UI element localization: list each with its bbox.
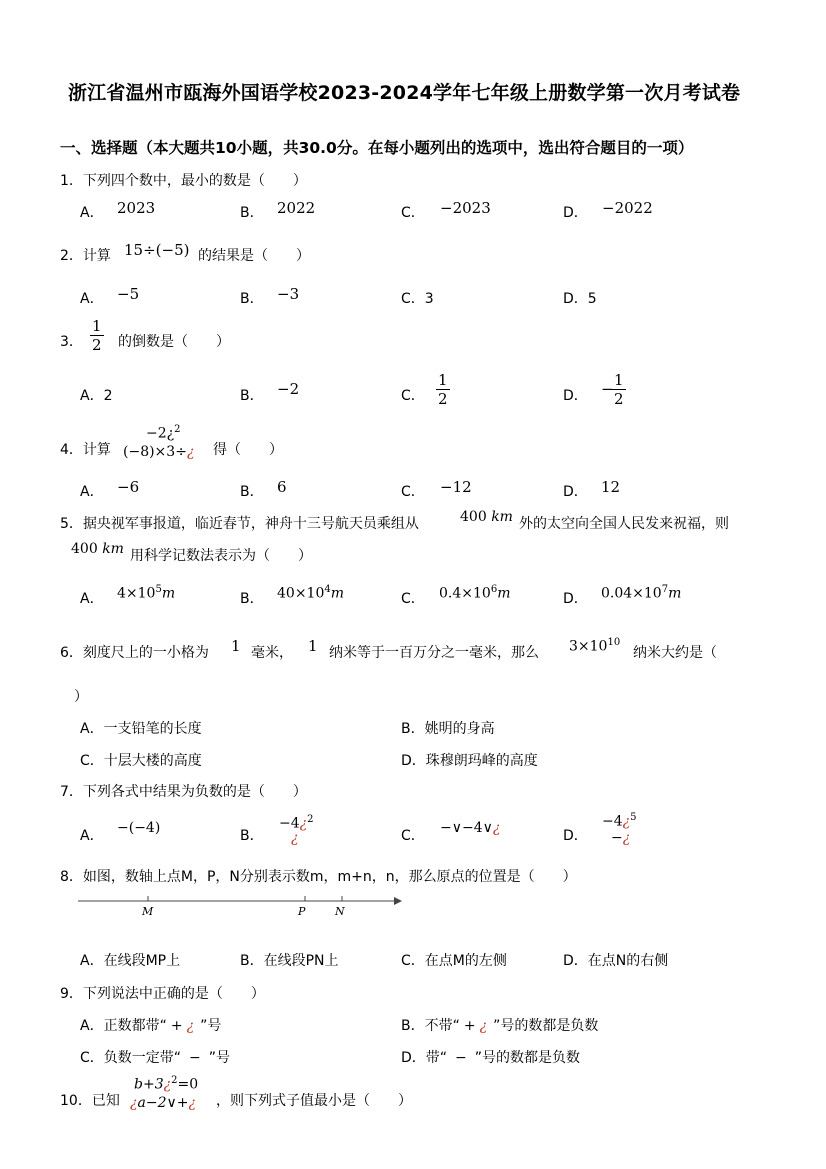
number-line-figure [76, 890, 406, 920]
exponent: 2 [307, 814, 314, 825]
option-d-label: D． [563, 205, 588, 221]
question-10-line1 [134, 1075, 198, 1093]
option-text: ”号 [200, 1018, 222, 1034]
exponent: 2 [174, 424, 181, 435]
question-10-suffix: ，则下列式子值最小是（ ） [216, 1093, 412, 1109]
option-text: B．不带“ [401, 1018, 460, 1034]
option-b-value: 2022 [277, 199, 316, 217]
option-c-label: C． [401, 388, 425, 404]
unknown-glyph: ¿ [299, 815, 308, 832]
fraction-numerator: 1 [438, 371, 448, 389]
expression-text: =0 [177, 1076, 199, 1093]
option-text: D．带“ [401, 1050, 448, 1066]
option-b [401, 1015, 598, 1035]
fraction-denominator: 2 [614, 390, 624, 408]
section-heading: 一、选择题（本大题共10小题，共30.0分。在每小题列出的选项中，选出符合题目的一项） [60, 139, 694, 157]
expression-text: − [611, 830, 623, 846]
option-d-line2 [611, 830, 630, 846]
option-b-label: B． [240, 484, 264, 500]
option-text: C．负数一定带“ [80, 1050, 182, 1066]
label-n: N [335, 905, 345, 918]
option-d-fraction [612, 371, 626, 408]
question-5-prefix: 5．据央视军事报道，临近春节，神舟十三号航天员乘组从 [60, 516, 419, 532]
option-d-label: D． [563, 591, 588, 607]
question-6-close: ） [74, 689, 88, 705]
question-6-middle-2: 纳米等于一百万分之一毫米，那么 [329, 645, 539, 661]
option-text: ”号的数都是负数 [493, 1018, 599, 1034]
option-d-line1 [602, 812, 637, 830]
option-a-value: −(−4) [117, 820, 161, 836]
question-6-one-2: 1 [308, 637, 318, 655]
option-c-label: C． [401, 205, 425, 221]
option-c: C．在点M的左侧 [401, 953, 507, 969]
option-c-label: C． [401, 828, 425, 844]
option-c: C．十层大楼的高度 [80, 753, 202, 769]
question-7-stem: 7．下列各式中结果为负数的是（ ） [60, 784, 307, 800]
unknown-glyph: ¿ [622, 830, 631, 846]
number-line-arrow [394, 897, 402, 905]
unknown-glyph: ¿ [479, 1018, 488, 1034]
option-a [80, 1015, 221, 1035]
question-2-expression: 15÷(−5) [124, 241, 190, 259]
option-a-value: −5 [117, 285, 140, 303]
option-d-label: D． [563, 388, 588, 404]
expression-text: −4 [279, 815, 300, 832]
fraction-numerator: 1 [92, 317, 102, 335]
mantissa: 0.4×10 [439, 585, 491, 602]
question-6-middle-1: 毫米， [251, 645, 293, 661]
option-b-line1 [279, 814, 314, 832]
question-4-line2 [123, 444, 194, 460]
option-b-line2: ¿ [291, 830, 299, 846]
question-3-prefix: 3． [60, 334, 83, 350]
exponent: 10 [607, 637, 621, 648]
question-2-suffix: 的结果是（ ） [198, 248, 310, 264]
exponent: 5 [630, 812, 637, 823]
option-d: D．珠穆朗玛峰的高度 [401, 753, 538, 769]
question-9-stem: 9．下列说法中正确的是（ ） [60, 986, 265, 1002]
option-d [401, 1047, 580, 1067]
minus-sign: − [189, 1050, 201, 1066]
unknown-glyph: ¿ [622, 813, 631, 830]
expression-text: b+3 [134, 1076, 164, 1093]
question-4-line1 [146, 424, 181, 442]
option-c-label: C． [401, 484, 425, 500]
option-d: D．在点N的右侧 [563, 953, 669, 969]
question-5-middle: 外的太空向全国人民发来祝福，则 [519, 516, 729, 532]
option-a-label: A． [80, 484, 104, 500]
question-6-expression [569, 637, 620, 655]
option-c: C．3 [401, 291, 434, 307]
option-d-value: 12 [601, 478, 621, 496]
exponent: 7 [661, 584, 669, 595]
unknown-glyph: ¿ [186, 1018, 195, 1034]
unit: m [330, 585, 345, 602]
exponent: 5 [155, 584, 162, 595]
label-m: M [142, 905, 154, 918]
option-c-value: −12 [440, 478, 472, 496]
mantissa: 4×10 [117, 585, 156, 602]
plus-sign: + [463, 1018, 476, 1034]
unit: m [497, 585, 511, 602]
option-d-value: −2022 [602, 199, 653, 217]
exponent: 2 [171, 1075, 178, 1086]
expression-text: −4 [602, 813, 623, 830]
option-b-value: −3 [277, 285, 300, 303]
option-a-label: A． [80, 828, 104, 844]
distance-unit: km [491, 509, 513, 525]
option-d: D．5 [563, 291, 597, 307]
unknown-glyph: ¿ [188, 1095, 196, 1111]
option-d-label: D． [563, 484, 588, 500]
page-title: 浙江省温州市瓯海外国语学校2023-2024学年七年级上册数学第一次月考试卷 [68, 82, 741, 104]
exponent: 4 [324, 584, 331, 595]
option-a-label: A． [80, 205, 104, 221]
option-b-value: 6 [277, 478, 287, 496]
option-a-label: A． [80, 591, 104, 607]
option-b-value: −2 [277, 380, 300, 398]
option-a-value: 2023 [117, 199, 156, 217]
option-c [80, 1047, 230, 1067]
option-b-label: B． [240, 828, 264, 844]
expression-text: −∨−4∨ [440, 820, 493, 836]
option-text: ”号 [208, 1050, 231, 1066]
fraction-denominator: 2 [92, 336, 102, 354]
option-a: A．2 [80, 388, 113, 404]
question-8-stem: 8．如图，数轴上点M，P，N分别表示数m，m+n，n，那么原点的位置是（ ） [60, 869, 577, 885]
option-d-value [601, 584, 681, 602]
option-c-fraction [436, 371, 450, 408]
question-1-stem: 1．下列四个数中，最小的数是（ ） [60, 173, 307, 189]
option-a: A．一支铅笔的长度 [80, 721, 202, 737]
question-10-prefix: 10．已知 [60, 1093, 120, 1109]
question-5-suffix: 用科学记数法表示为（ ） [130, 548, 312, 564]
question-3-suffix: 的倒数是（ ） [118, 334, 230, 350]
expression-text: a−2∨+ [137, 1095, 189, 1111]
unknown-glyph: ¿ [492, 820, 501, 836]
exponent: 6 [490, 584, 498, 595]
option-b-label: B． [240, 205, 264, 221]
question-6-prefix: 6．刻度尺上的一小格为 [60, 645, 209, 661]
mantissa: 3×10 [569, 638, 608, 655]
unit: m [161, 585, 176, 602]
option-b-label: B． [240, 291, 264, 307]
question-5-distance [460, 509, 513, 525]
question-4-suffix: 得（ ） [213, 442, 283, 458]
option-c-value: −2023 [440, 199, 491, 217]
option-a-value: −6 [117, 478, 140, 496]
mantissa: 0.04×10 [601, 585, 662, 602]
option-a-value [117, 584, 175, 602]
option-a: A．在线段MP上 [80, 953, 181, 969]
unit: m [668, 585, 682, 602]
unknown-glyph: ¿ [163, 1076, 172, 1093]
option-text: A．正数都带“ [80, 1018, 167, 1034]
label-p: P [298, 905, 306, 918]
option-b: B．姚明的身高 [401, 721, 495, 737]
expression-text: (−8)×3÷ [123, 444, 187, 460]
distance-value: 400 [460, 509, 487, 525]
distance-value: 400 [71, 541, 98, 557]
option-text: ”号的数都是负数 [474, 1050, 581, 1066]
option-b-label: B． [240, 591, 264, 607]
unknown-glyph: ¿ [186, 444, 195, 460]
option-c-label: C． [401, 591, 425, 607]
unknown-glyph: ¿ [130, 1095, 138, 1111]
question-4-prefix: 4．计算 [60, 442, 111, 458]
option-c-value [439, 584, 510, 602]
option-b-value [277, 584, 344, 602]
question-6-suffix: 纳米大约是（ [633, 645, 717, 661]
option-b: B．在线段PN上 [240, 953, 339, 969]
option-d-label: D． [563, 828, 588, 844]
option-b-label: B． [240, 388, 264, 404]
distance-unit: km [102, 541, 124, 557]
option-a-label: A． [80, 291, 104, 307]
expression-text: −2¿ [146, 425, 175, 442]
question-2-prefix: 2．计算 [60, 248, 111, 264]
question-5-distance-2 [71, 541, 124, 557]
minus-sign: − [455, 1050, 467, 1066]
question-6-one: 1 [231, 637, 241, 655]
fraction-numerator: 1 [614, 371, 624, 389]
fraction-denominator: 2 [438, 390, 448, 408]
question-3-fraction [90, 317, 104, 354]
option-d-sign: − [601, 380, 614, 398]
mantissa: 40×10 [277, 585, 325, 602]
plus-sign: + [170, 1018, 183, 1034]
option-c-value [440, 820, 500, 836]
question-10-line2 [130, 1095, 196, 1111]
